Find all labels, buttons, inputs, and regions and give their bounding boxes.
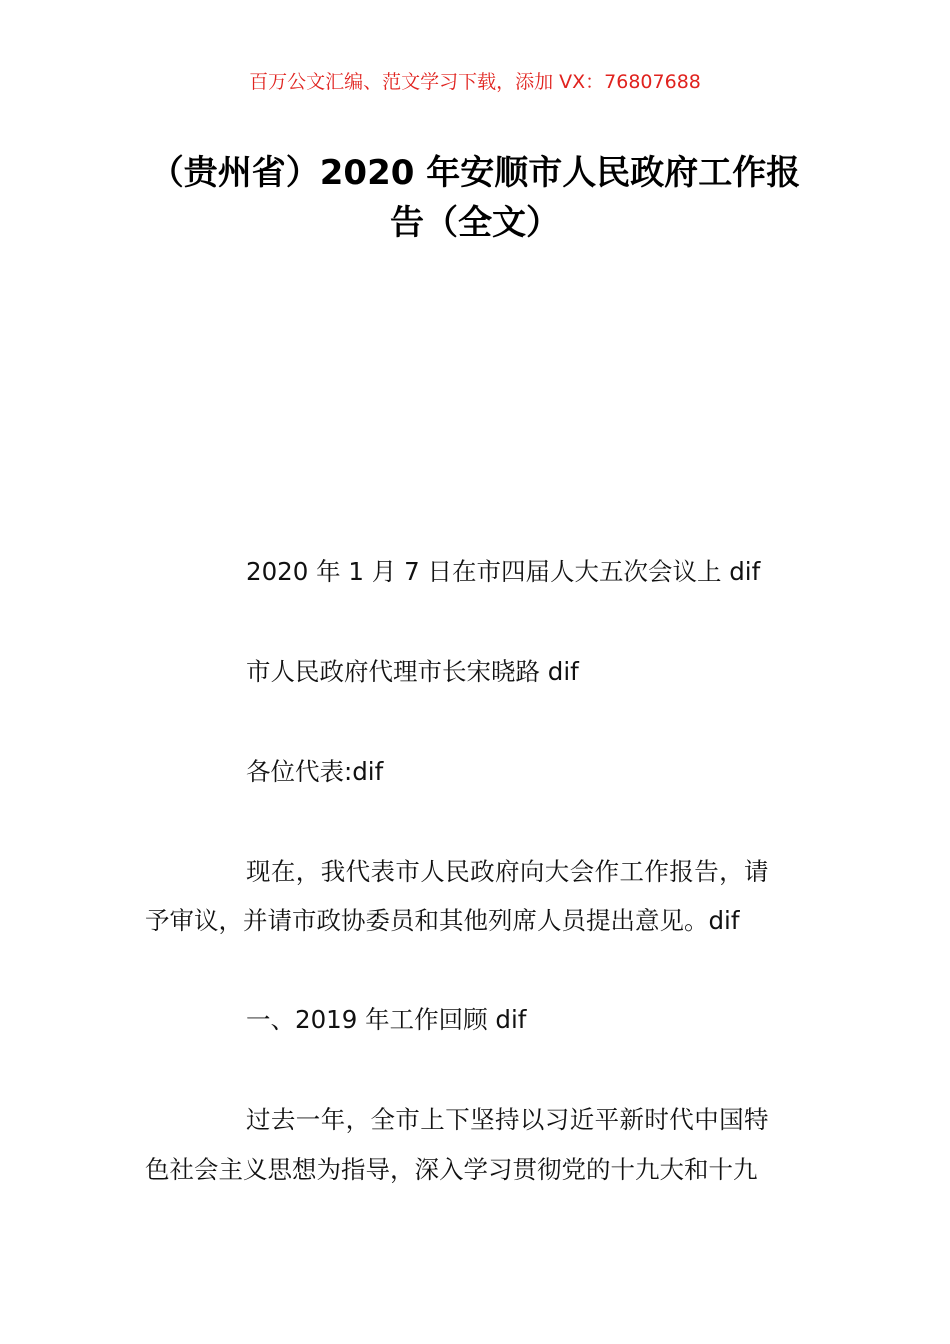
paragraph-line: 予审议，并请市政协委员和其他列席人员提出意见。dif bbox=[145, 906, 740, 935]
salutation: 各位代表:dif bbox=[246, 757, 384, 786]
speaker-line: 市人民政府代理市长宋晓路 dif bbox=[246, 657, 579, 686]
section-heading: 一、2019 年工作回顾 dif bbox=[246, 1005, 527, 1034]
date-line: 2020 年 1 月 7 日在市四届人大五次会议上 dif bbox=[246, 557, 761, 586]
watermark-header: 百万公文汇编、范文学习下载，添加 VX：76807688 bbox=[249, 71, 701, 93]
document-title bbox=[140, 148, 810, 248]
title-line-1: （贵州省）2020 年安顺市人民政府工作报 bbox=[149, 153, 801, 193]
paragraph-line: 色社会主义思想为指导，深入学习贯彻党的十九大和十九 bbox=[145, 1155, 758, 1184]
title-line-2: 告（全文） bbox=[390, 203, 560, 243]
paragraph-line: 现在，我代表市人民政府向大会作工作报告，请 bbox=[246, 857, 769, 886]
paragraph-line: 过去一年，全市上下坚持以习近平新时代中国特 bbox=[246, 1105, 769, 1134]
